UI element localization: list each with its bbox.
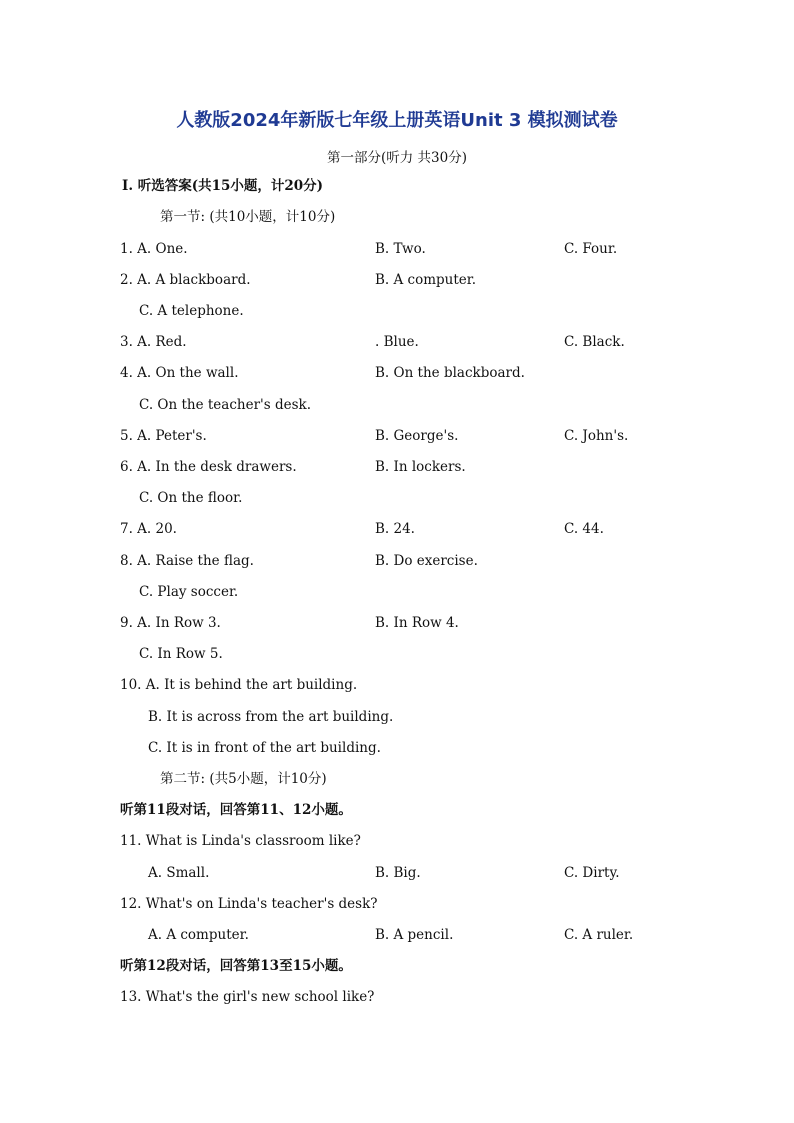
q2-option-b: B. A computer. (375, 272, 477, 288)
q12-option-c: C. A ruler. (564, 927, 634, 943)
section1-sub2: 第二节: (共5小题，计10分) (160, 771, 327, 787)
dialog12-intro: 听第12段对话，回答第13至15小题。 (120, 958, 352, 974)
q5-option-b: B. George's. (375, 428, 459, 444)
q13-stem: 13. What's the girl's new school like? (120, 989, 375, 1005)
q3-option-b: . Blue. (375, 334, 419, 350)
q1-option-a: 1. A. One. (120, 241, 188, 257)
q6-option-a: 6. A. In the desk drawers. (120, 459, 297, 475)
q9-option-c: C. In Row 5. (139, 646, 223, 662)
part-heading: 第一部分(听力 共30分) (326, 150, 467, 166)
q10-option-a: 10. A. It is behind the art building. (120, 677, 358, 693)
q3-option-a: 3. A. Red. (120, 334, 187, 350)
q1-option-c: C. Four. (564, 241, 618, 257)
q11-option-c: C. Dirty. (564, 865, 620, 881)
q2-option-a: 2. A. A blackboard. (120, 272, 251, 288)
q7-option-a: 7. A. 20. (120, 521, 177, 537)
q4-option-a: 4. A. On the wall. (120, 365, 239, 381)
q10-option-b: B. It is across from the art building. (148, 709, 394, 725)
q6-option-b: B. In lockers. (375, 459, 466, 475)
q3-option-c: C. Black. (564, 334, 625, 350)
q12-option-a: A. A computer. (148, 927, 249, 943)
q1-option-b: B. Two. (375, 241, 426, 257)
q12-stem: 12. What's on Linda's teacher's desk? (120, 896, 378, 912)
q11-option-b: B. Big. (375, 865, 421, 881)
q11-stem: 11. What is Linda's classroom like? (120, 833, 361, 849)
q6-option-c: C. On the floor. (139, 490, 243, 506)
q2-option-c: C. A telephone. (139, 303, 244, 319)
exam-title: 人教版2024年新版七年级上册英语Unit 3 模拟测试卷 (176, 110, 618, 131)
section1-sub1: 第一节: (共10小题，计10分) (160, 209, 336, 225)
q9-option-a: 9. A. In Row 3. (120, 615, 221, 631)
q5-option-a: 5. A. Peter's. (120, 428, 207, 444)
q5-option-c: C. John's. (564, 428, 629, 444)
q7-option-c: C. 44. (564, 521, 604, 537)
q11-option-a: A. Small. (148, 865, 210, 881)
section1-heading: Ⅰ. 听选答案(共15小题，计20分) (122, 178, 324, 194)
q8-option-b: B. Do exercise. (375, 553, 478, 569)
q8-option-a: 8. A. Raise the flag. (120, 553, 254, 569)
q4-option-c: C. On the teacher's desk. (139, 397, 312, 413)
dialog11-intro: 听第11段对话，回答第11、12小题。 (120, 802, 352, 818)
q10-option-c: C. It is in front of the art building. (148, 740, 381, 756)
q4-option-b: B. On the blackboard. (375, 365, 525, 381)
q9-option-b: B. In Row 4. (375, 615, 459, 631)
q8-option-c: C. Play soccer. (139, 584, 239, 600)
q7-option-b: B. 24. (375, 521, 415, 537)
q12-option-b: B. A pencil. (375, 927, 454, 943)
